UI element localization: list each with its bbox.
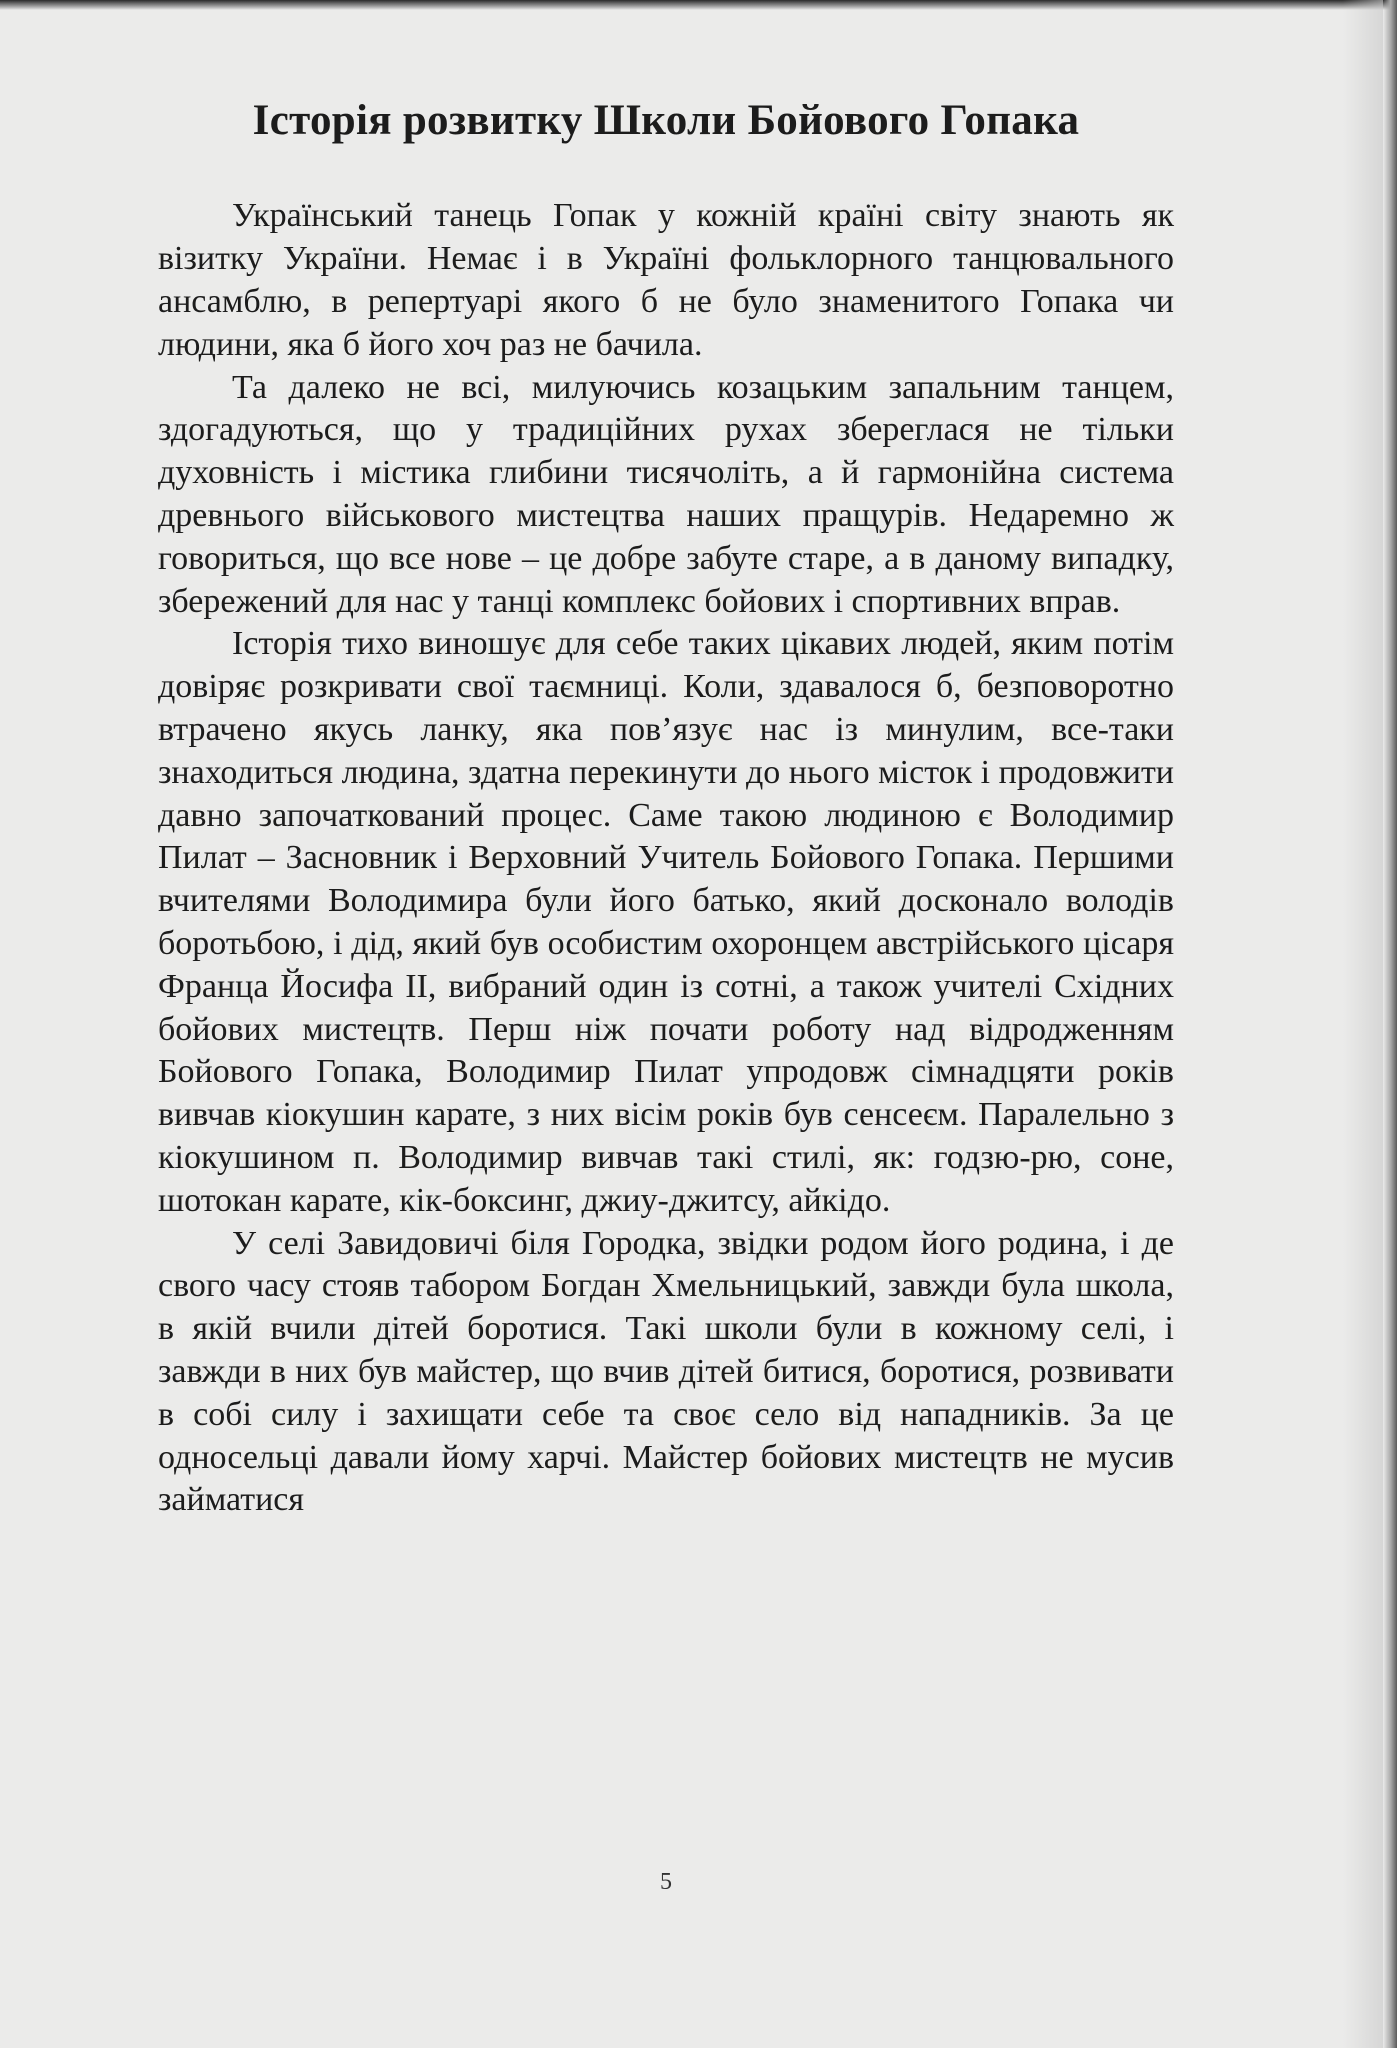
page-number: 5 (660, 1869, 672, 1895)
scan-top-shadow (0, 0, 1397, 10)
scan-right-edge (1383, 0, 1397, 2048)
paragraph: Український танець Гопак у кожній країні світу знають як візитку України. Немає і в Україні фольклорного танцювального ансамблю, в репертуарі якого б не було знаменитого Гопака чи людини, яка б його хоч раз не бачила. (158, 197, 1174, 363)
page-fold-shadow (1343, 0, 1383, 2048)
page-content (158, 96, 1174, 1895)
page-title: Історія розвитку Школи Бойового Гопака (252, 97, 1080, 144)
paragraph: Історія тихо виношує для себе таких цікавих людей, яким потім довіряє розкривати свої таємниці. Коли, здавалося б, безповоротно втрачено якусь ланку, яка пов’язує нас із минулим, все-таки знаходиться людина, здатна перекинути до нього місток і продовжити давно започаткований процес. Саме такою людиною є Володимир Пилат – Засновник і Верховний Учитель Бойового Гопака. Першими вчителями Володимира були його батько, який досконало володів боротьбою, і дід, який був особистим охоронцем австрійського цісаря Франца Йосифа ІІ, вибраний один із сотні, а також учителі Східних бойових мистецтв. Перш ніж почати роботу над відродженням Бойового Гопака, Володимир Пилат упродовж сімнадцяти років вивчав кіокушин карате, з них вісім років був сенсеєм. Паралельно з кіокушином п. Володимир вивчав такі стилі, як: годзю-рю, соне, шотокан карате, кік-боксинг, джиу-джитсу, айкідо. (158, 625, 1174, 1219)
body-text (158, 195, 1174, 1522)
paragraph: У селі Завидовичі біля Городка, звідки родом його родина, і де свого часу стояв табором Богдан Хмельницький, завжди була школа, в якій вчили дітей боротися. Такі школи були в кожному селі, і завжди в них був майстер, що вчив дітей битися, боротися, розвивати в собі силу і захищати себе та своє село від нападників. За це односельці давали йому харчі. Майстер бойових мистецтв не мусив займатися (158, 1224, 1174, 1519)
paragraph: Та далеко не всі, милуючись козацьким запальним танцем, здогадуються, що у традиційних рухах збереглася не тільки духовність і містика глибини тисячоліть, а й гармонійна система древнього військового мистецтва наших пращурів. Недаремно ж говориться, що все нове – це добре забуте старе, а в даному випадку, збережений для нас у танці комплекс бойових і спортивних вправ. (158, 368, 1174, 620)
